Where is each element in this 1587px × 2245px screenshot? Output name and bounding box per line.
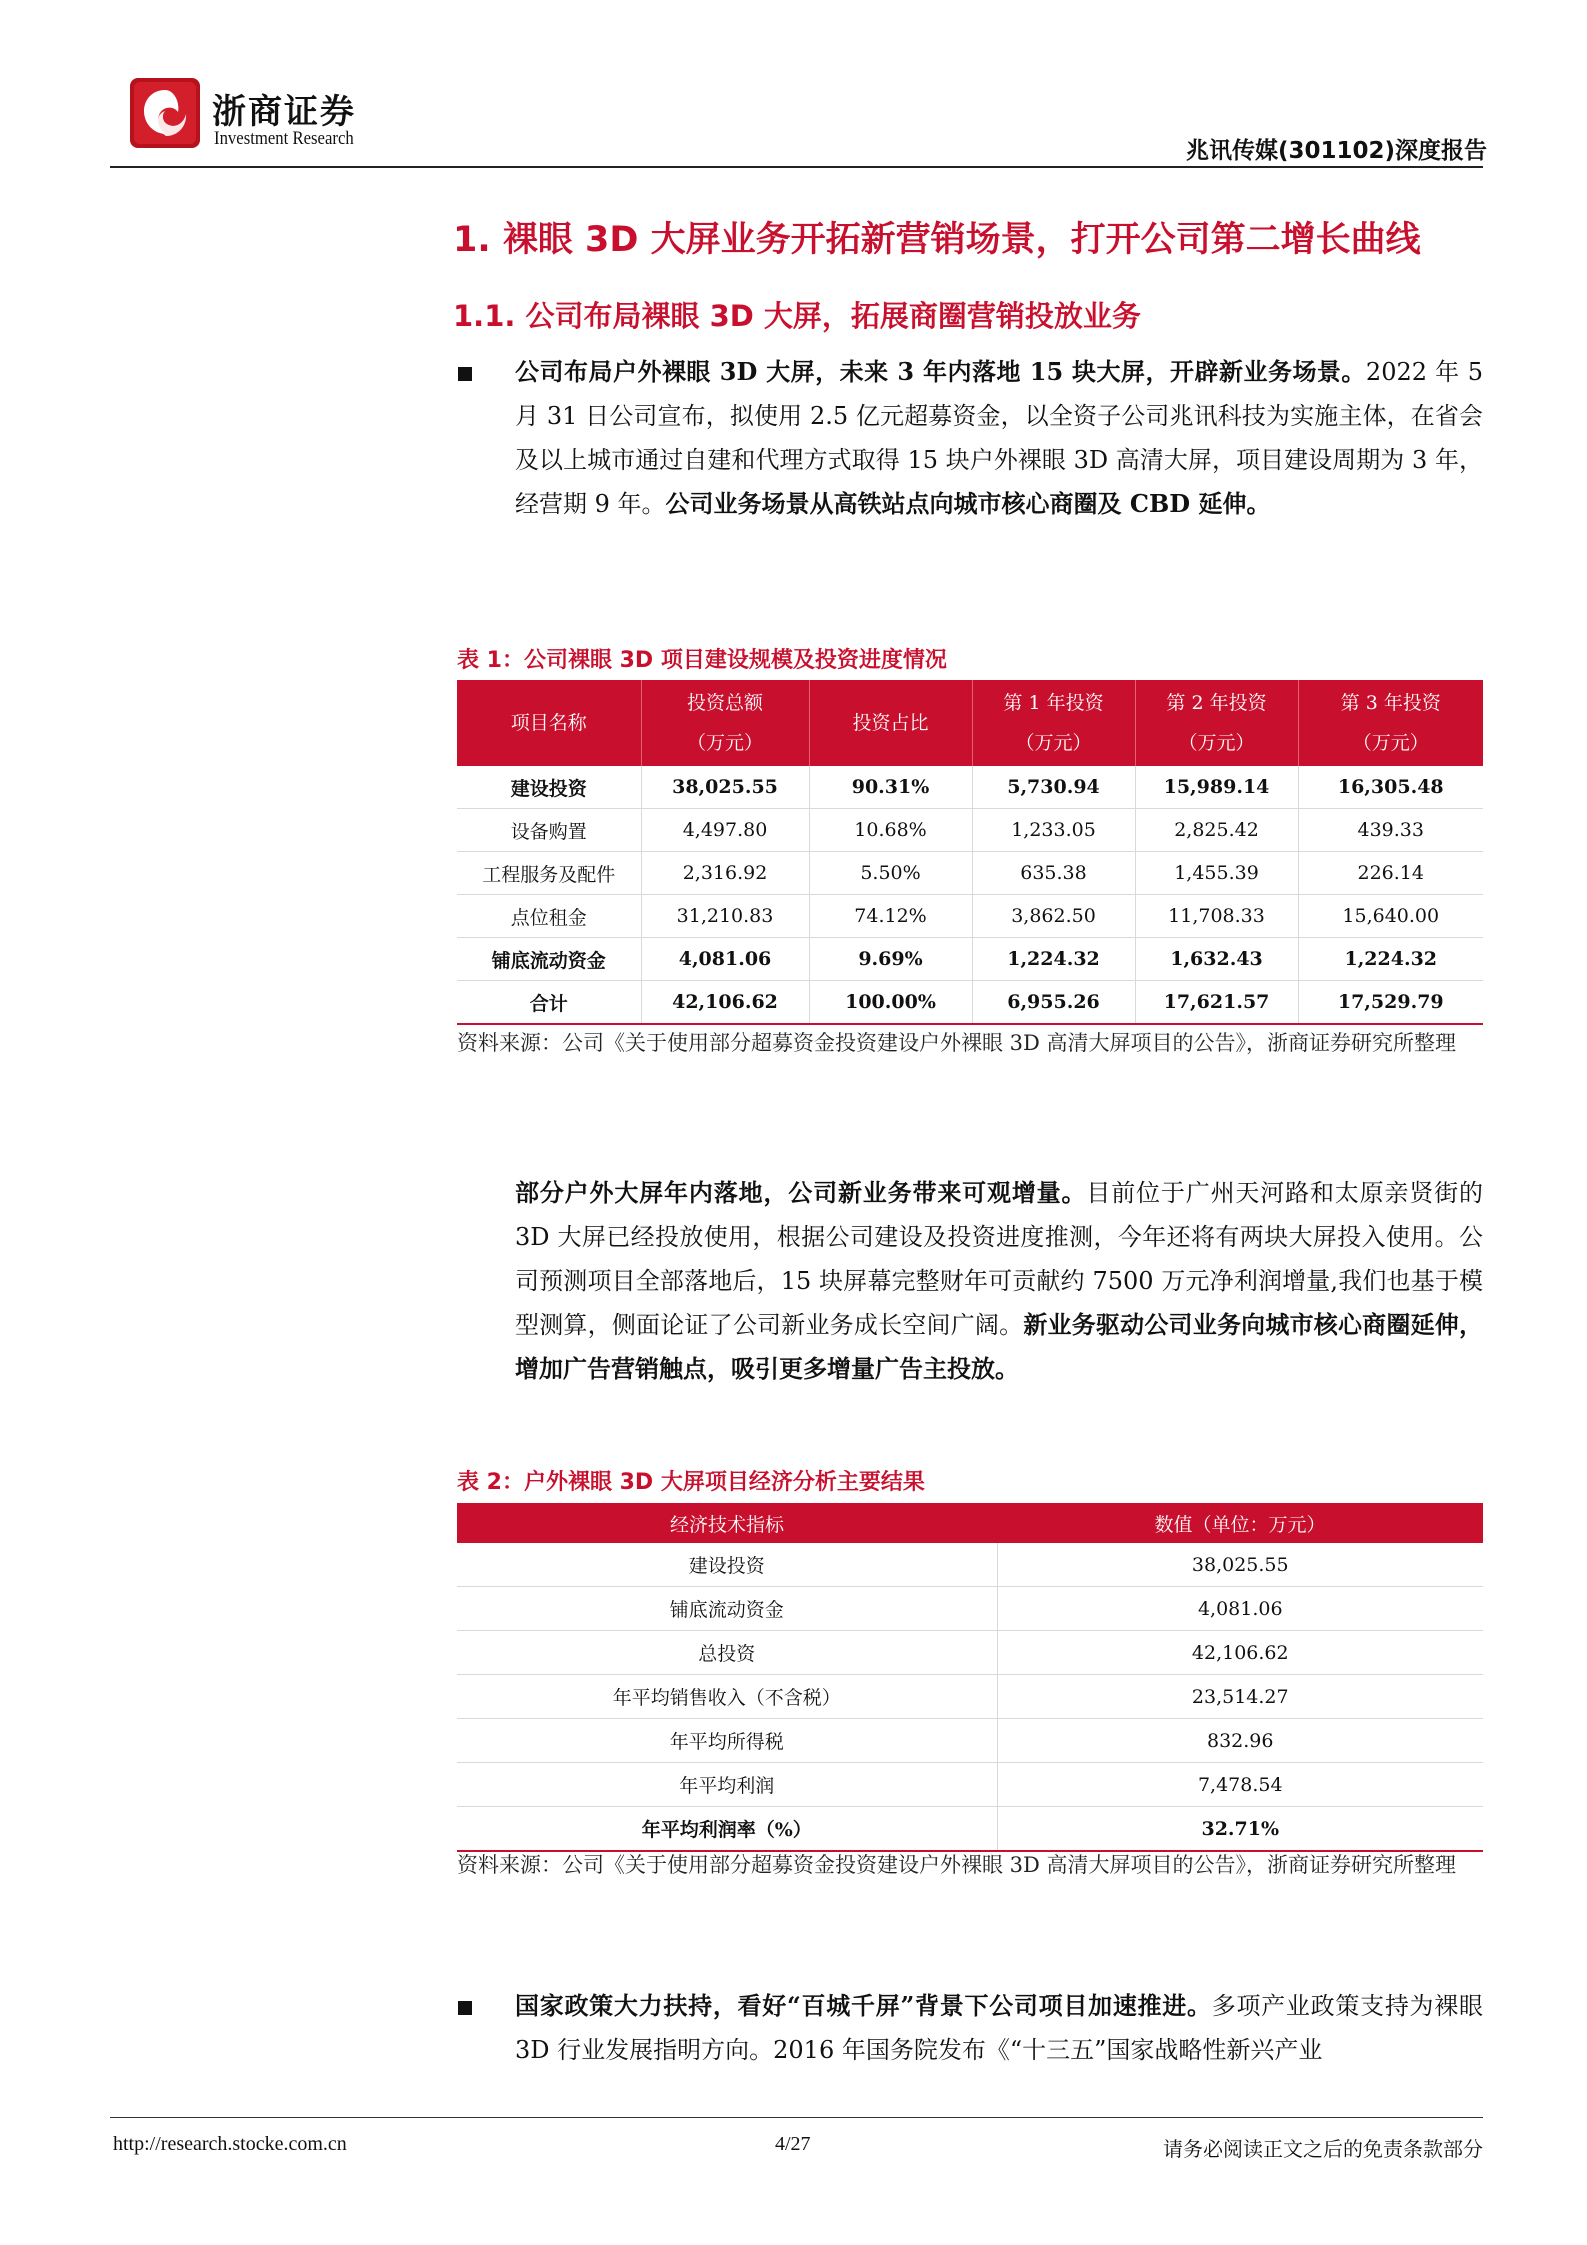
- table-row: [457, 938, 1483, 981]
- bullet-square-icon: [458, 367, 472, 381]
- paragraph-1-body: 2022 年 5 月 31 日公司宣布，拟使用 2.5 亿元超募资金，以全资子公司兆讯科技为实施主体，在省会及以上城市通过自建和代理方式取得 15 块户外裸眼 3D 高清大屏，项目建设周期为 3 年，经营期 9 年。: [515, 358, 1483, 518]
- table-cell: 建设投资: [457, 766, 641, 809]
- table-cell: 1,224.32: [1298, 938, 1483, 981]
- paragraph-2-tail: 新业务驱动公司业务向城市核心商圈延伸，增加广告营销触点，吸引更多增量广告主投放。: [515, 1310, 1484, 1383]
- table-cell: 设备购置: [457, 809, 641, 852]
- header-cell: 数值（单位：万元）: [997, 1503, 1483, 1543]
- table-cell: 42,106.62: [997, 1631, 1483, 1675]
- table-row: [457, 1763, 1483, 1807]
- table-cell: 38,025.55: [641, 766, 809, 809]
- table-cell: 226.14: [1298, 852, 1483, 895]
- table-cell: 合计: [457, 981, 641, 1025]
- report-title: 兆讯传媒(301102)深度报告: [1185, 138, 1487, 164]
- table-header-row: [457, 1503, 1483, 1543]
- table-row: [457, 1719, 1483, 1763]
- table-cell: 16,305.48: [1298, 766, 1483, 809]
- table-cell: 1,233.05: [972, 809, 1135, 852]
- table-cell: 7,478.54: [997, 1763, 1483, 1807]
- table-cell: 3,862.50: [972, 895, 1135, 938]
- table-cell: 建设投资: [457, 1543, 997, 1587]
- table-cell: 74.12%: [809, 895, 972, 938]
- table-row: [457, 981, 1483, 1025]
- table-cell: 1,455.39: [1135, 852, 1298, 895]
- paragraph-1-lead: 公司布局户外裸眼 3D 大屏，未来 3 年内落地 15 块大屏，开辟新业务场景。: [515, 357, 1366, 386]
- table-cell: 4,081.06: [997, 1587, 1483, 1631]
- paragraph-2-body: 目前位于广州天河路和太原亲贤街的 3D 大屏已经投放使用，根据公司建设及投资进度推测，今年还将有两块大屏投入使用。公司预测项目全部落地后，15 块屏幕完整财年可贡献约 7500 万元净利润增量,我们也基于模型测算，侧面论证了公司新业务成长空间广阔。: [515, 1179, 1484, 1339]
- table-cell: 9.69%: [809, 938, 972, 981]
- paragraph-1: [515, 350, 1483, 526]
- header-cell: 第 2 年投资 （万元）: [1135, 680, 1298, 766]
- table-cell: 38,025.55: [997, 1543, 1483, 1587]
- table-2-source: 资料来源：公司《关于使用部分超募资金投资建设户外裸眼 3D 高清大屏项目的公告》，浙商证券研究所整理: [457, 1853, 1457, 1877]
- paragraph-3-body: 多项产业政策支持为裸眼 3D 行业发展指明方向。2016 年国务院发布《“十三五”国家战略性新兴产业: [515, 1992, 1483, 2064]
- table-cell: 635.38: [972, 852, 1135, 895]
- header-cell: 第 3 年投资 （万元）: [1298, 680, 1483, 766]
- table-1-source: 资料来源：公司《关于使用部分超募资金投资建设户外裸眼 3D 高清大屏项目的公告》，浙商证券研究所整理: [457, 1031, 1457, 1055]
- table-cell: 4,497.80: [641, 809, 809, 852]
- table-cell: 23,514.27: [997, 1675, 1483, 1719]
- table-cell: 2,825.42: [1135, 809, 1298, 852]
- header-cell: 项目名称: [457, 680, 641, 766]
- footer-divider: [110, 2117, 1483, 2118]
- table-cell: 11,708.33: [1135, 895, 1298, 938]
- table-cell: 17,529.79: [1298, 981, 1483, 1025]
- table-cell: 1,632.43: [1135, 938, 1298, 981]
- table-row: [457, 1587, 1483, 1631]
- header-divider: [110, 166, 1483, 168]
- table-cell: 15,989.14: [1135, 766, 1298, 809]
- table-row: [457, 809, 1483, 852]
- subsection-title: 1.1. 公司布局裸眼 3D 大屏，拓展商圈营销投放业务: [453, 299, 1141, 333]
- table-cell: 17,621.57: [1135, 981, 1298, 1025]
- table-cell: 工程服务及配件: [457, 852, 641, 895]
- economic-analysis-table: [457, 1503, 1483, 1852]
- paragraph-1-tail: 公司业务场景从高铁站点向城市核心商圈及 CBD 延伸。: [665, 489, 1271, 518]
- table-cell: 年平均利润: [457, 1763, 997, 1807]
- table-cell: 832.96: [997, 1719, 1483, 1763]
- paragraph-3: [515, 1984, 1483, 2072]
- paragraph-2: [515, 1171, 1483, 1391]
- table-cell: 2,316.92: [641, 852, 809, 895]
- table-row: [457, 766, 1483, 809]
- header-cell: 经济技术指标: [457, 1503, 997, 1543]
- table-cell: 铺底流动资金: [457, 938, 641, 981]
- investment-table: [457, 680, 1483, 1025]
- table-cell: 439.33: [1298, 809, 1483, 852]
- paragraph-2-lead: 部分户外大屏年内落地，公司新业务带来可观增量。: [515, 1178, 1087, 1207]
- table-cell: 5.50%: [809, 852, 972, 895]
- table-cell: 90.31%: [809, 766, 972, 809]
- table-cell: 32.71%: [997, 1807, 1483, 1852]
- header-cell: 第 1 年投资 （万元）: [972, 680, 1135, 766]
- table-cell: 铺底流动资金: [457, 1587, 997, 1631]
- page-number: 4/27: [775, 2133, 811, 2155]
- footer-url-link[interactable]: http://research.stocke.com.cn: [113, 2133, 347, 2155]
- table-row: [457, 1631, 1483, 1675]
- table-1-caption: 表 1：公司裸眼 3D 项目建设规模及投资进度情况: [457, 648, 947, 673]
- table-cell: 年平均销售收入（不含税）: [457, 1675, 997, 1719]
- brand-name-cn: 浙商证券: [212, 92, 356, 132]
- table-row: [457, 895, 1483, 938]
- table-header-row: [457, 680, 1483, 766]
- table-cell: 42,106.62: [641, 981, 809, 1025]
- paragraph-3-lead: 国家政策大力扶持，看好“百城千屏”背景下公司项目加速推进。: [515, 1991, 1212, 2020]
- table-cell: 100.00%: [809, 981, 972, 1025]
- table-cell: 点位租金: [457, 895, 641, 938]
- table-cell: 年平均利润率（%）: [457, 1807, 997, 1852]
- table-cell: 4,081.06: [641, 938, 809, 981]
- brand-logo-icon: [130, 78, 200, 148]
- table-cell: 6,955.26: [972, 981, 1135, 1025]
- bullet-square-icon: [458, 2001, 472, 2015]
- header-cell: 投资总额 （万元）: [641, 680, 809, 766]
- header-cell: 投资占比: [809, 680, 972, 766]
- table-cell: 15,640.00: [1298, 895, 1483, 938]
- table-row: [457, 1543, 1483, 1587]
- footer-disclaimer: 请务必阅读正文之后的免责条款部分: [1163, 2137, 1483, 2161]
- brand-name-en: Investment Research: [214, 128, 354, 149]
- table-cell: 年平均所得税: [457, 1719, 997, 1763]
- table-row: [457, 852, 1483, 895]
- table-cell: 31,210.83: [641, 895, 809, 938]
- table-cell: 5,730.94: [972, 766, 1135, 809]
- table-cell: 总投资: [457, 1631, 997, 1675]
- table-row: [457, 1675, 1483, 1719]
- table-cell: 10.68%: [809, 809, 972, 852]
- table-cell: 1,224.32: [972, 938, 1135, 981]
- section-title: 1. 裸眼 3D 大屏业务开拓新营销场景，打开公司第二增长曲线: [453, 220, 1421, 260]
- table-2-caption: 表 2：户外裸眼 3D 大屏项目经济分析主要结果: [457, 1470, 925, 1495]
